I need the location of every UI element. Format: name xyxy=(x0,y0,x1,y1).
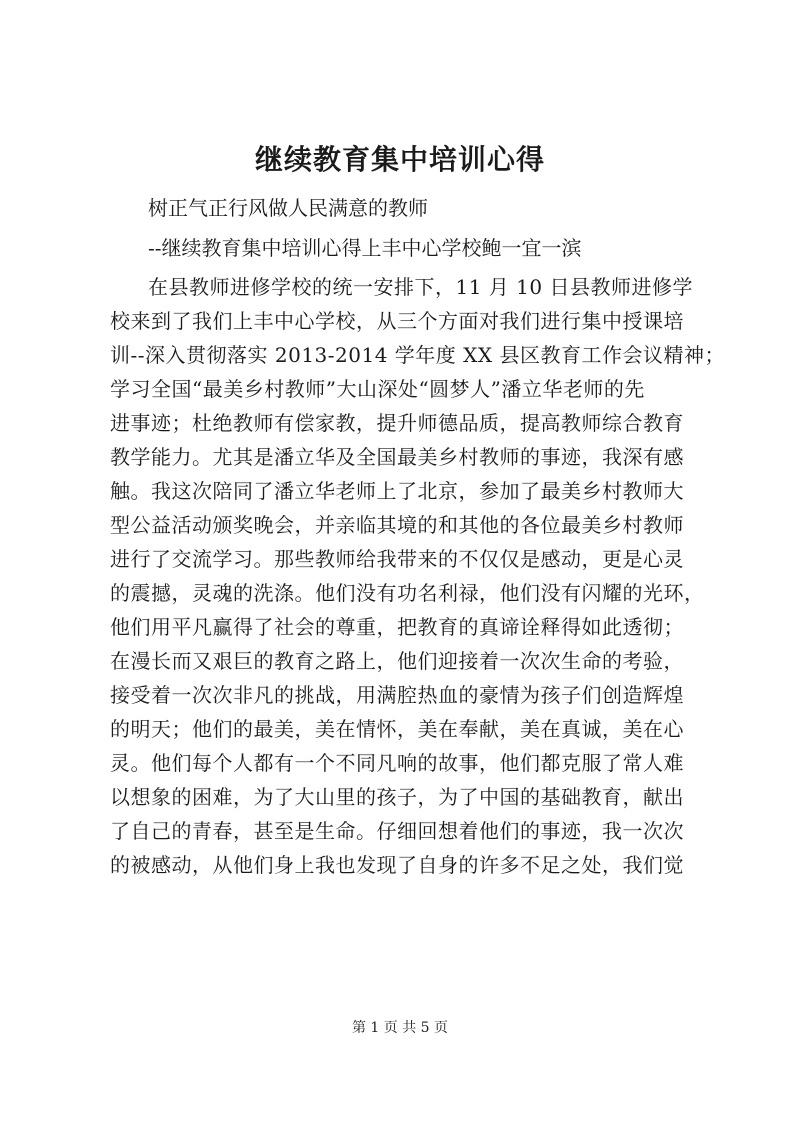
body-line: 的明天；他们的最美，美在情怀，美在奉献，美在真诚，美在心 xyxy=(110,717,684,741)
body-line: 灵。他们每个人都有一个不同凡响的故事，他们都克服了常人难 xyxy=(110,751,684,775)
body-line: 的震撼，灵魂的洗涤。他们没有功名利禄，他们没有闪耀的光环， xyxy=(110,581,705,605)
body-line: 触。我这次陪同了潘立华老师上了北京，参加了最美乡村教师大 xyxy=(110,479,684,503)
body-line: 训--深入贯彻落实 2013-2014 学年度 XX 县区教育工作会议精神； xyxy=(110,343,725,367)
page-number-footer: 第 1 页 共 5 页 xyxy=(351,1020,449,1036)
document-body xyxy=(110,270,725,882)
body-line: 在漫长而又艰巨的教育之路上，他们迎接着一次次生命的考验， xyxy=(110,649,684,673)
document-subtitle: 树正气正行风做人民满意的教师 xyxy=(148,196,428,220)
body-line: 接受着一次次非凡的挑战，用满腔热血的豪情为孩子们创造辉煌 xyxy=(110,683,684,707)
body-line: 型公益活动颁奖晚会，并亲临其境的和其他的各位最美乡村教师 xyxy=(110,513,684,537)
body-line: 进事迹；杜绝教师有偿家教，提升师德品质，提高教师综合教育 xyxy=(110,411,684,435)
body-line: 进行了交流学习。那些教师给我带来的不仅仅是感动，更是心灵 xyxy=(110,547,684,571)
body-line: 学习全国“最美乡村教师”大山深处“圆梦人”潘立华老师的先 xyxy=(110,377,645,401)
document-byline: --继续教育集中培训心得上丰中心学校鲍一宜一滨 xyxy=(148,236,582,260)
document-title: 继续教育集中培训心得 xyxy=(254,143,545,176)
body-line: 的被感动，从他们身上我也发现了自身的许多不足之处，我们觉 xyxy=(110,853,684,877)
body-line: 了自己的青春，甚至是生命。仔细回想着他们的事迹，我一次次 xyxy=(110,819,684,843)
body-line: 在县教师进修学校的统一安排下，11 月 10 日县教师进修学 xyxy=(148,275,693,299)
body-line: 他们用平凡赢得了社会的尊重，把教育的真谛诠释得如此透彻； xyxy=(110,615,684,639)
body-line: 校来到了我们上丰中心学校，从三个方面对我们进行集中授课培 xyxy=(110,309,684,333)
body-line: 教学能力。尤其是潘立华及全国最美乡村教师的事迹，我深有感 xyxy=(110,445,684,469)
body-line: 以想象的困难，为了大山里的孩子，为了中国的基础教育，献出 xyxy=(110,785,684,809)
